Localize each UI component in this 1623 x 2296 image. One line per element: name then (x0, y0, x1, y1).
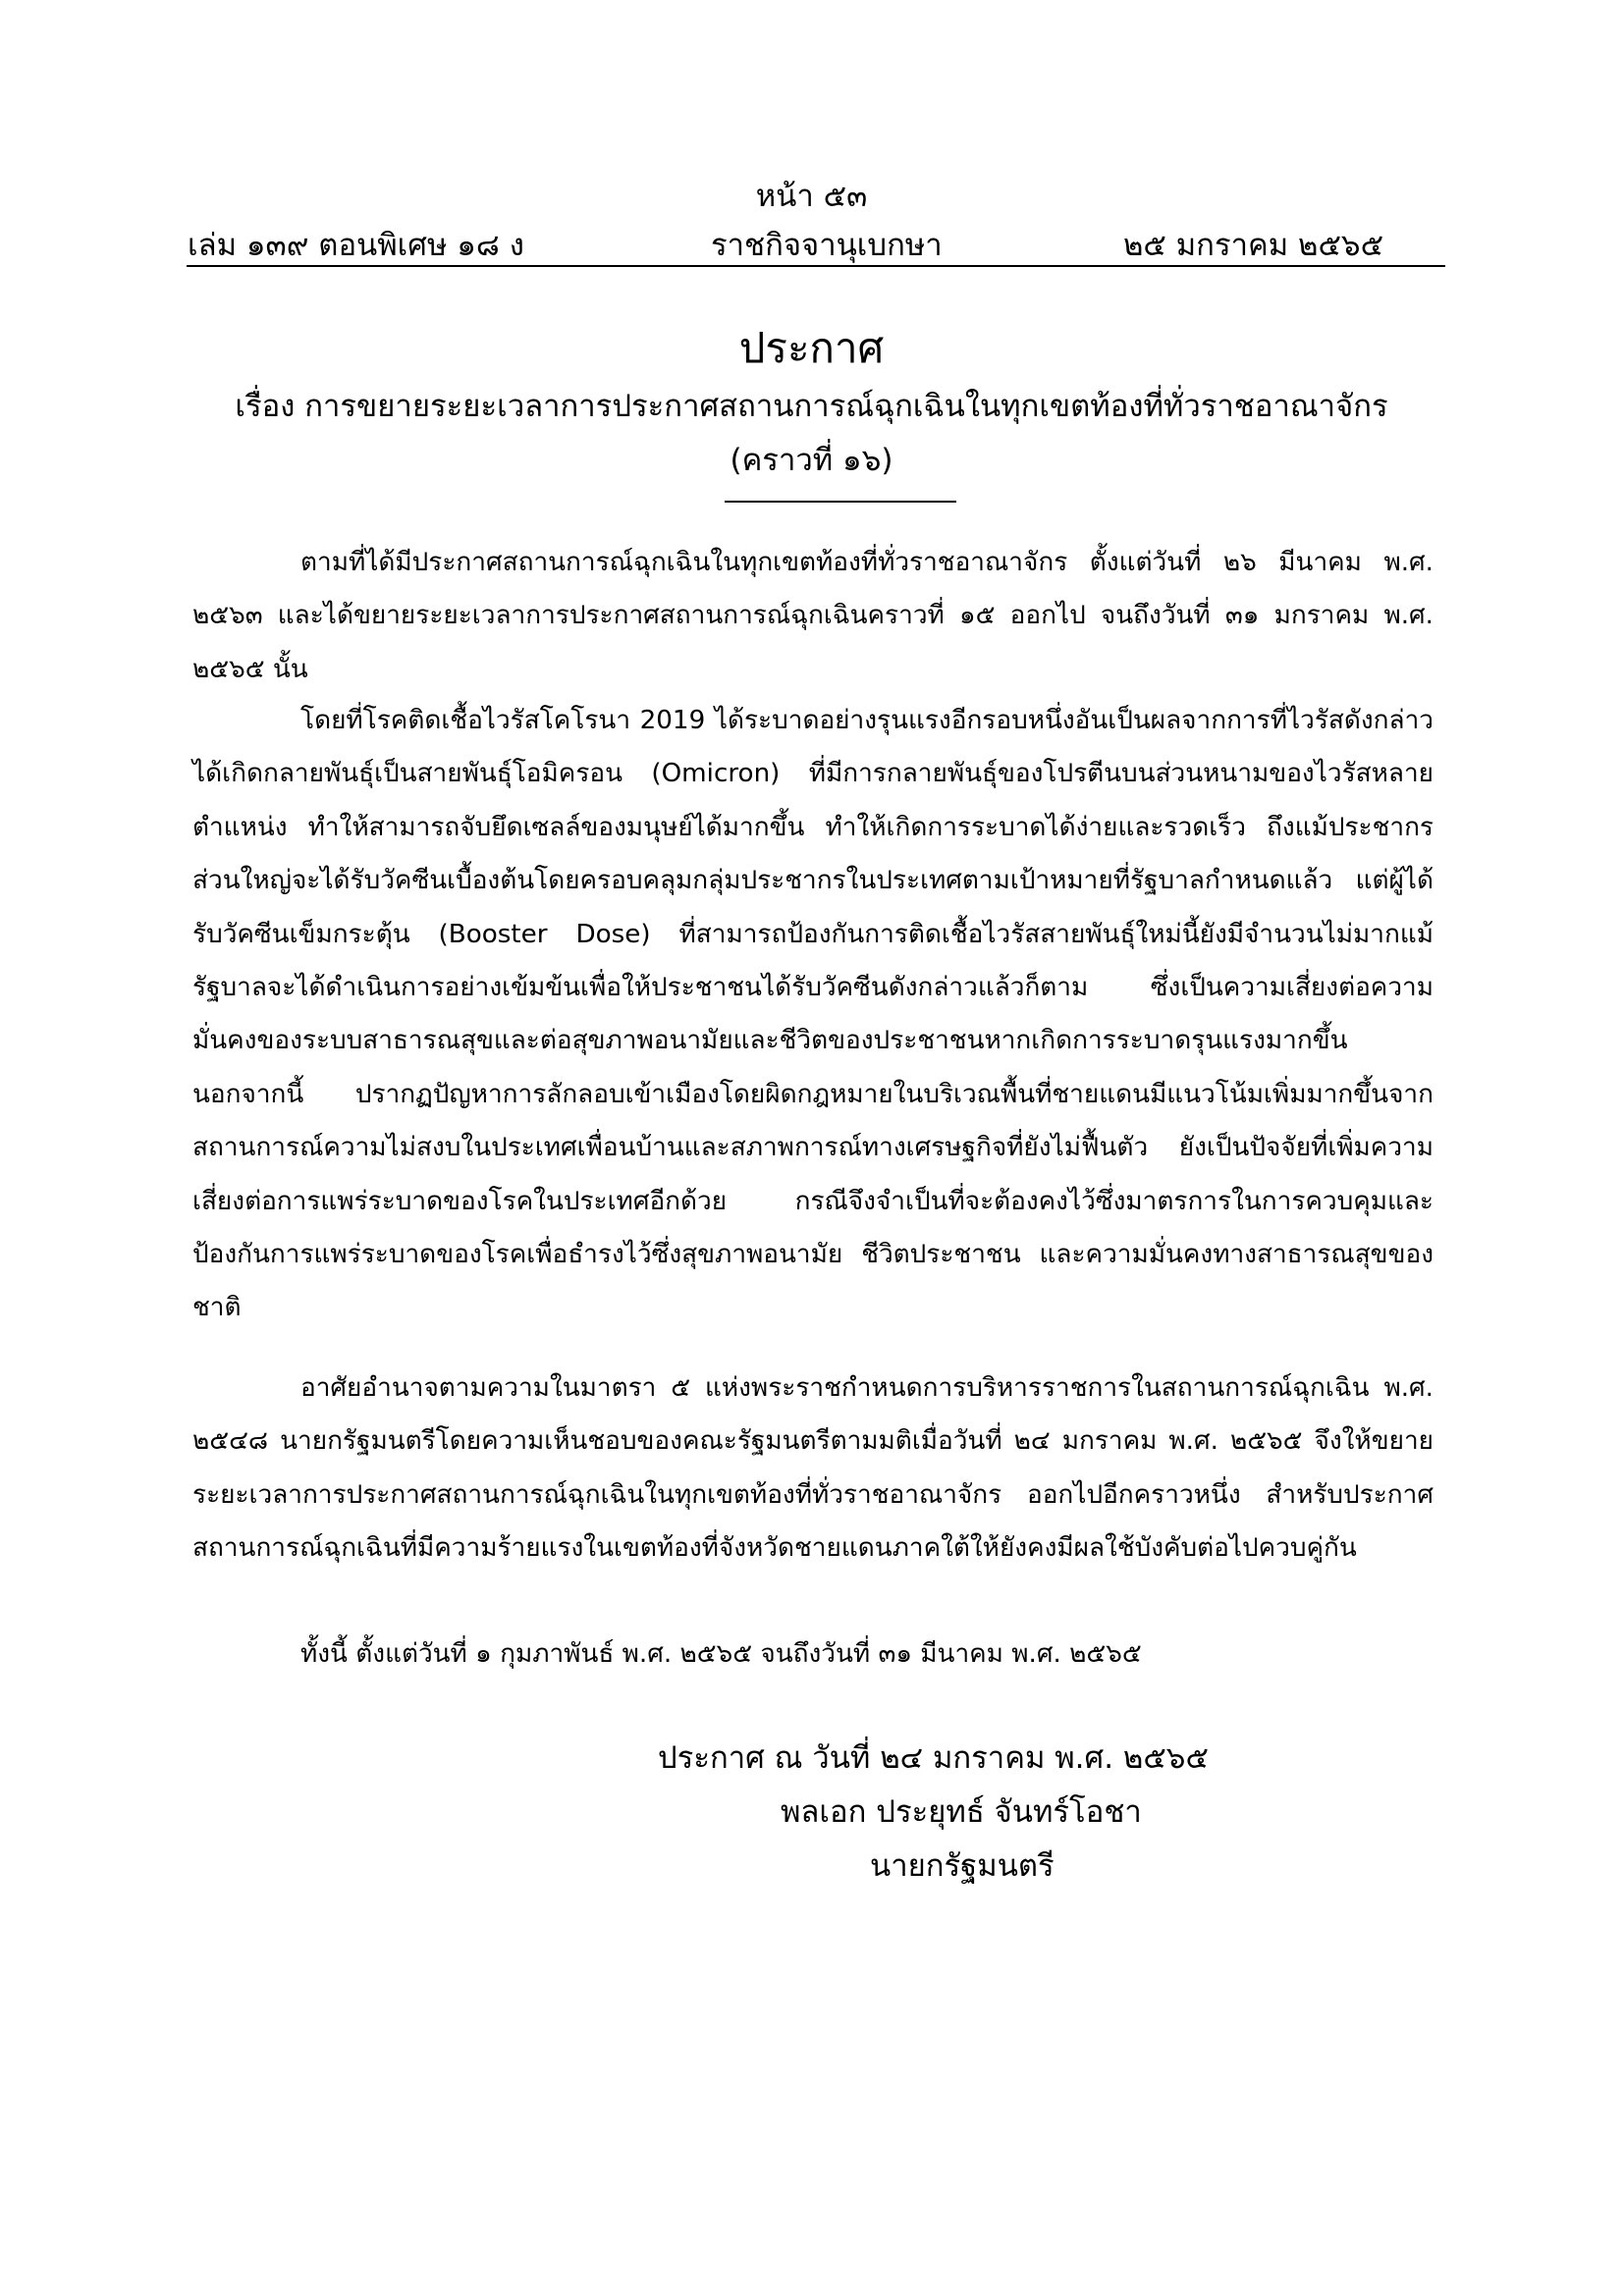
announcement-date: ประกาศ ณ วันที่ ๒๔ มกราคม พ.ศ. ๒๕๖๕ (658, 1740, 1209, 1776)
body-paragraph-1: ตามที่ได้มีประกาศสถานการณ์ฉุกเฉินในทุกเขตท้องที่ทั่วราชอาณาจักร ตั้งแต่วันที่ ๒๖ มีนาคม พ.ศ. ๒๕๖๓ และได้ขยายระยะเวลาการประกาศสถานการณ์ฉุกเฉินคราวที่ ๑๕ ออกไป จนถึงวันที่ ๓๑ มกราคม พ.ศ. ๒๕๖๕ นั้น (192, 548, 1434, 684)
title-divider (725, 501, 956, 503)
page-number: หน้า ๕๓ (755, 179, 868, 214)
signatory-name: พลเอก ประยุทธ์ จันทร์โอชา (781, 1794, 1142, 1830)
document-title: ประกาศ (738, 324, 885, 372)
body-paragraph-2: โดยที่โรคติดเชื้อไวรัสโคโรนา 2019 ได้ระบาดอย่างรุนแรงอีกรอบหนึ่งอันเป็นผลจากการที่ไวรัสดังกล่าวได้เกิดกลายพันธุ์เป็นสายพันธุ์โอมิครอน (Omicron) ที่มีการกลายพันธุ์ของโปรตีนบนส่วนหนามของไวรัสหลายตำแหน่ง ทำให้สามารถจับยึดเซลล์ของมนุษย์ได้มากขึ้น ทำให้เกิดการระบาดได้ง่ายและรวดเร็ว ถึงแม้ประชากรส่วนใหญ่จะได้รับวัคซีนเบื้องต้นโดยครอบคลุมกลุ่มประชากรในประเทศตามเป้าหมายที่รัฐบาลกำหนดแล้ว แต่ผู้ได้รับวัคซีนเข็มกระตุ้น (Booster Dose) ที่สามารถป้องกันการติดเชื้อไวรัสสายพันธุ์ใหม่นี้ยังมีจำนวนไม่มากแม้รัฐบาลจะได้ดำเนินการอย่างเข้มข้นเพื่อให้ประชาชนได้รับวัคซีนดังกล่าวแล้วก็ตาม ซึ่งเป็นความเสี่ยงต่อความมั่นคงของระบบสาธารณสุขและต่อสุขภาพอนามัยและชีวิตของประชาชนหากเกิดการระบาดรุนแรงมากขึ้น นอกจากนี้ ปรากฏปัญหาการลักลอบเข้าเมืองโดยผิดกฎหมายในบริเวณพื้นที่ชายแดนมีแนวโน้มเพิ่มมากขึ้นจากสถานการณ์ความไม่สงบในประเทศเพื่อนบ้านและสภาพการณ์ทางเศรษฐกิจที่ยังไม่ฟื้นตัว ยังเป็นปัจจัยที่เพิ่มความเสี่ยงต่อการแพร่ระบาดของโรคในประเทศอีกด้วย กรณีจึงจำเป็นที่จะต้องคงไว้ซึ่งมาตรการในการควบคุมและป้องกันการแพร่ระบาดของโรคเพื่อธำรงไว้ซึ่งสุขภาพอนามัย ชีวิตประชาชน และความมั่นคงทางสาธารณสุขของชาติ (192, 706, 1434, 1323)
gazette-name: ราชกิจจานุเบกษา (711, 228, 943, 263)
gazette-date: ๒๕ มกราคม ๒๕๖๕ (1123, 228, 1384, 263)
document-subject: เรื่อง การขยายระยะเวลาการประกาศสถานการณ์ฉุกเฉินในทุกเขตท้องที่ทั่วราชอาณาจักร (235, 389, 1388, 424)
body-paragraph-3: อาศัยอำนาจตามความในมาตรา ๕ แห่งพระราชกำหนดการบริหารราชการในสถานการณ์ฉุกเฉิน พ.ศ. ๒๕๔๘ นายกรัฐมนตรีโดยความเห็นชอบของคณะรัฐมนตรีตามมติเมื่อวันที่ ๒๔ มกราคม พ.ศ. ๒๕๖๕ จึงให้ขยายระยะเวลาการประกาศสถานการณ์ฉุกเฉินในทุกเขตท้องที่ทั่วราชอาณาจักร ออกไปอีกคราวหนึ่ง สำหรับประกาศสถานการณ์ฉุกเฉินที่มีความร้ายแรงในเขตท้องที่จังหวัดชายแดนภาคใต้ให้ยังคงมีผลใช้บังคับต่อไปควบคู่กัน (192, 1373, 1434, 1564)
header-divider (187, 265, 1445, 267)
body-paragraph-4: ทั้งนี้ ตั้งแต่วันที่ ๑ กุมภาพันธ์ พ.ศ. ๒๕๖๕ จนถึงวันที่ ๓๑ มีนาคม พ.ศ. ๒๕๖๕ (300, 1639, 1142, 1669)
gazette-volume-issue: เล่ม ๑๓๙ ตอนพิเศษ ๑๘ ง (188, 228, 524, 263)
signatory-position: นายกรัฐมนตรี (870, 1848, 1055, 1884)
document-round: (คราวที่ ๑๖) (730, 443, 893, 478)
